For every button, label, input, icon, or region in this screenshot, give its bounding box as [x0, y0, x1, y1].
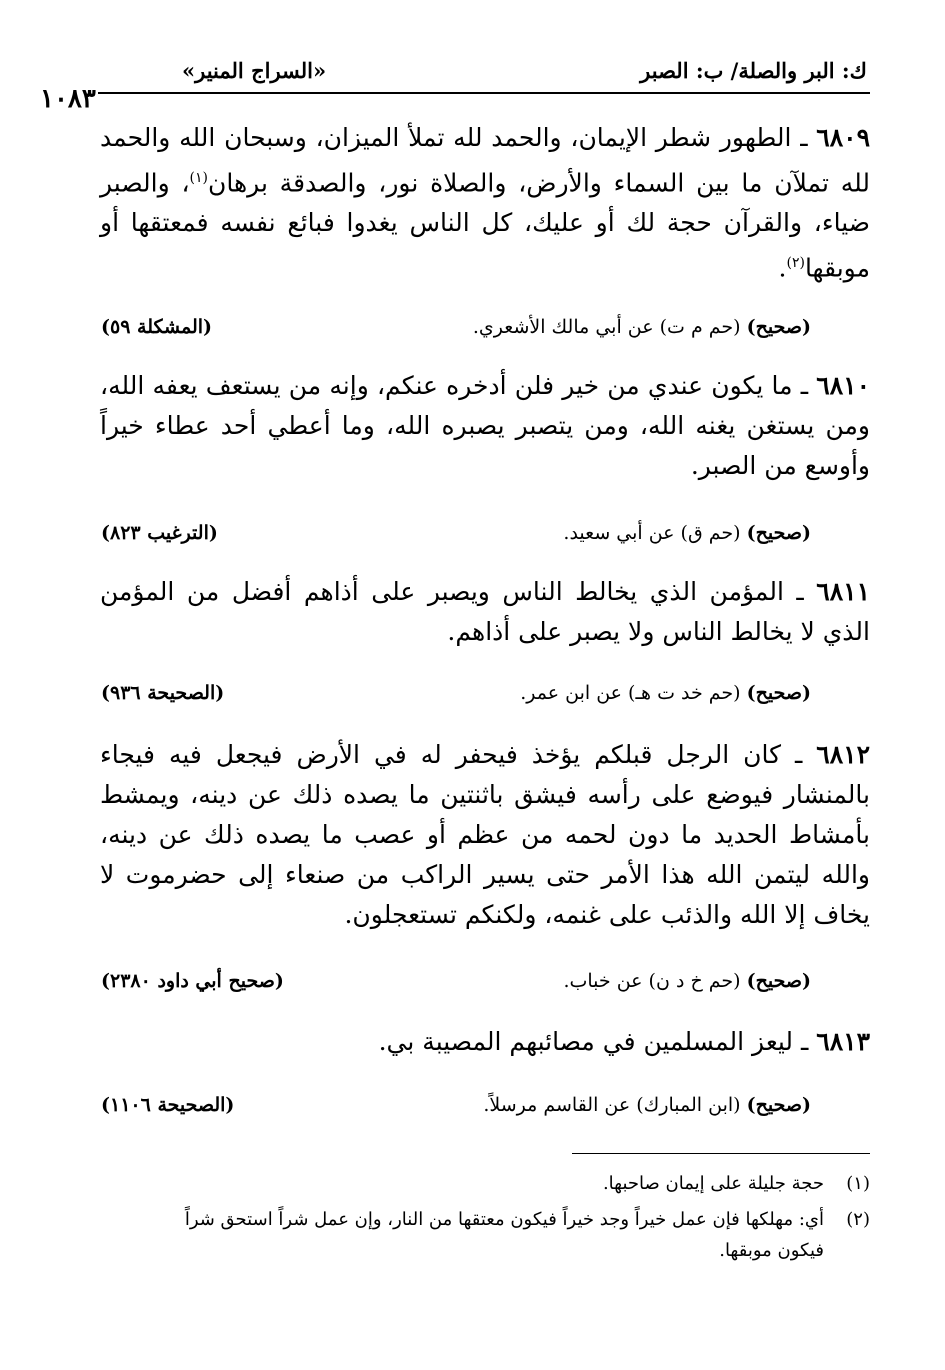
hadith-6811 [100, 572, 870, 652]
source-line [563, 970, 811, 992]
hadith-text [100, 572, 870, 652]
hadith-number: ٦٨١٢ [816, 740, 871, 769]
hadith-body-end: . [778, 253, 787, 283]
hadith-text [100, 366, 870, 486]
hadith-body: المؤمن الذي يخالط الناس ويصبر على أذاهم أفضل من المؤمن الذي لا يخالط الناس ولا يصبر على أذاهم. [100, 577, 870, 646]
hadith-source-6812 [101, 968, 811, 1002]
hadith-source-6809 [101, 314, 811, 348]
hadith-body: كان الرجل قبلكم يؤخذ فيحفر له في الأرض فيجعل فيه فيجاء بالمنشار فيوضع على رأسه فيشق باثنتين ما يصده ذلك عن دينه، ويمشط بأمشاط الحديد ما دون لحمه من عظم أو عصب ما يصده ذلك عن دينه، والله ليتمن الله هذا الأمر حتى يسير الراكب من صنعاء إلى حضرموت لا يخاف إلا الله والذئب على غنمه، ولكنكم تستعجلون. [100, 740, 870, 929]
footnote-1 [100, 1168, 870, 1199]
header-rule [98, 92, 870, 94]
hadith-source-6811 [101, 680, 811, 714]
hadith-source-6813 [101, 1092, 811, 1126]
hadith-grade: (صحيح) [746, 316, 811, 338]
hadith-body: ما يكون عندي من خير فلن أدخره عنكم، وإنه من يستعف يعفه الله، ومن يستغن يغنه الله، ومن يتصبر يصبره الله، وما أعطي أحد عطاء خيراً وأوسع من الصبر. [100, 371, 870, 480]
hadith-6812 [100, 735, 870, 935]
footnote-continuation: فيكون موبقها. [719, 1240, 824, 1261]
chapter-header: ك: البر والصلة/ ب: الصبر [640, 58, 867, 83]
source-line [473, 316, 811, 338]
hadith-separator: ـ [793, 1027, 817, 1056]
hadith-narrator: (حم خد ت هـ) عن ابن عمر. [520, 682, 741, 704]
footnote-marker: (٢) [846, 1209, 870, 1230]
hadith-grade: (صحيح) [746, 1094, 811, 1116]
hadith-text [100, 735, 870, 935]
source-line [520, 682, 811, 704]
hadith-reference: (الصحيحة ٩٣٦) [101, 682, 225, 704]
hadith-body: الطهور شطر الإيمان، والحمد لله تملأ الميزان، وسبحان الله والحمد لله تملآن ما بين السماء والأرض، والصلاة نور، والصدقة برهان [100, 123, 870, 198]
hadith-grade: (صحيح) [746, 970, 811, 992]
hadith-number: ٦٨١٠ [816, 371, 870, 400]
hadith-grade: (صحيح) [746, 682, 811, 704]
hadith-number: ٦٨١٣ [816, 1027, 870, 1056]
hadith-separator: ـ [781, 740, 817, 769]
footnote-marker: (١) [846, 1173, 870, 1194]
hadith-text [100, 1022, 870, 1062]
hadith-separator: ـ [783, 577, 817, 606]
hadith-narrator: (ابن المبارك) عن القاسم مرسلاً. [483, 1094, 741, 1116]
hadith-6810 [100, 366, 870, 486]
hadith-separator: ـ [791, 123, 817, 152]
source-line [483, 1094, 811, 1116]
hadith-6813 [100, 1022, 870, 1062]
footnote-text: حجة جليلة على إيمان صاحبها. [602, 1173, 824, 1194]
footnote-ref-1: (١) [189, 170, 208, 186]
hadith-number: ٦٨١١ [816, 577, 871, 606]
footnote-text: أي: مهلكها فإن عمل خيراً وجد خيراً فيكون معتقها من النار، وإن عمل شراً استحق شراً [184, 1209, 824, 1230]
hadith-separator: ـ [792, 371, 817, 400]
hadith-grade: (صحيح) [746, 522, 811, 544]
footnote-2 [100, 1204, 870, 1266]
hadith-body-cont: ، والصبر ضياء، والقرآن حجة لك أو عليك، كل الناس يغدوا فبائع نفسه فمعتقها أو موبقها [100, 168, 870, 283]
hadith-narrator: (حم خ د ن) عن خباب. [563, 970, 741, 992]
hadith-source-6810 [101, 520, 811, 554]
hadith-number: ٦٨٠٩ [816, 123, 871, 152]
page-number: ١٠٨٣ [40, 84, 96, 114]
footnote-ref-2: (٢) [786, 255, 805, 272]
hadith-reference: (المشكلة ٥٩) [101, 316, 212, 338]
hadith-6809 [100, 118, 870, 289]
footnote-line [100, 1204, 870, 1235]
hadith-body: ليعز المسلمين في مصائبهم المصيبة بي. [378, 1027, 794, 1056]
hadith-narrator: (حم م ت) عن أبي مالك الأشعري. [472, 316, 741, 338]
hadith-text [100, 118, 870, 289]
hadith-reference: (الترغيب ٨٢٣) [101, 522, 218, 544]
book-title-header: «السراج المنير» [182, 58, 327, 83]
source-line [563, 522, 811, 544]
hadith-reference: (الصحيحة ١١٠٦) [101, 1094, 235, 1116]
hadith-reference: (صحيح أبي داود ٢٣٨٠) [101, 970, 284, 992]
footnote-rule [572, 1153, 870, 1154]
hadith-narrator: (حم ق) عن أبي سعيد. [563, 522, 741, 544]
